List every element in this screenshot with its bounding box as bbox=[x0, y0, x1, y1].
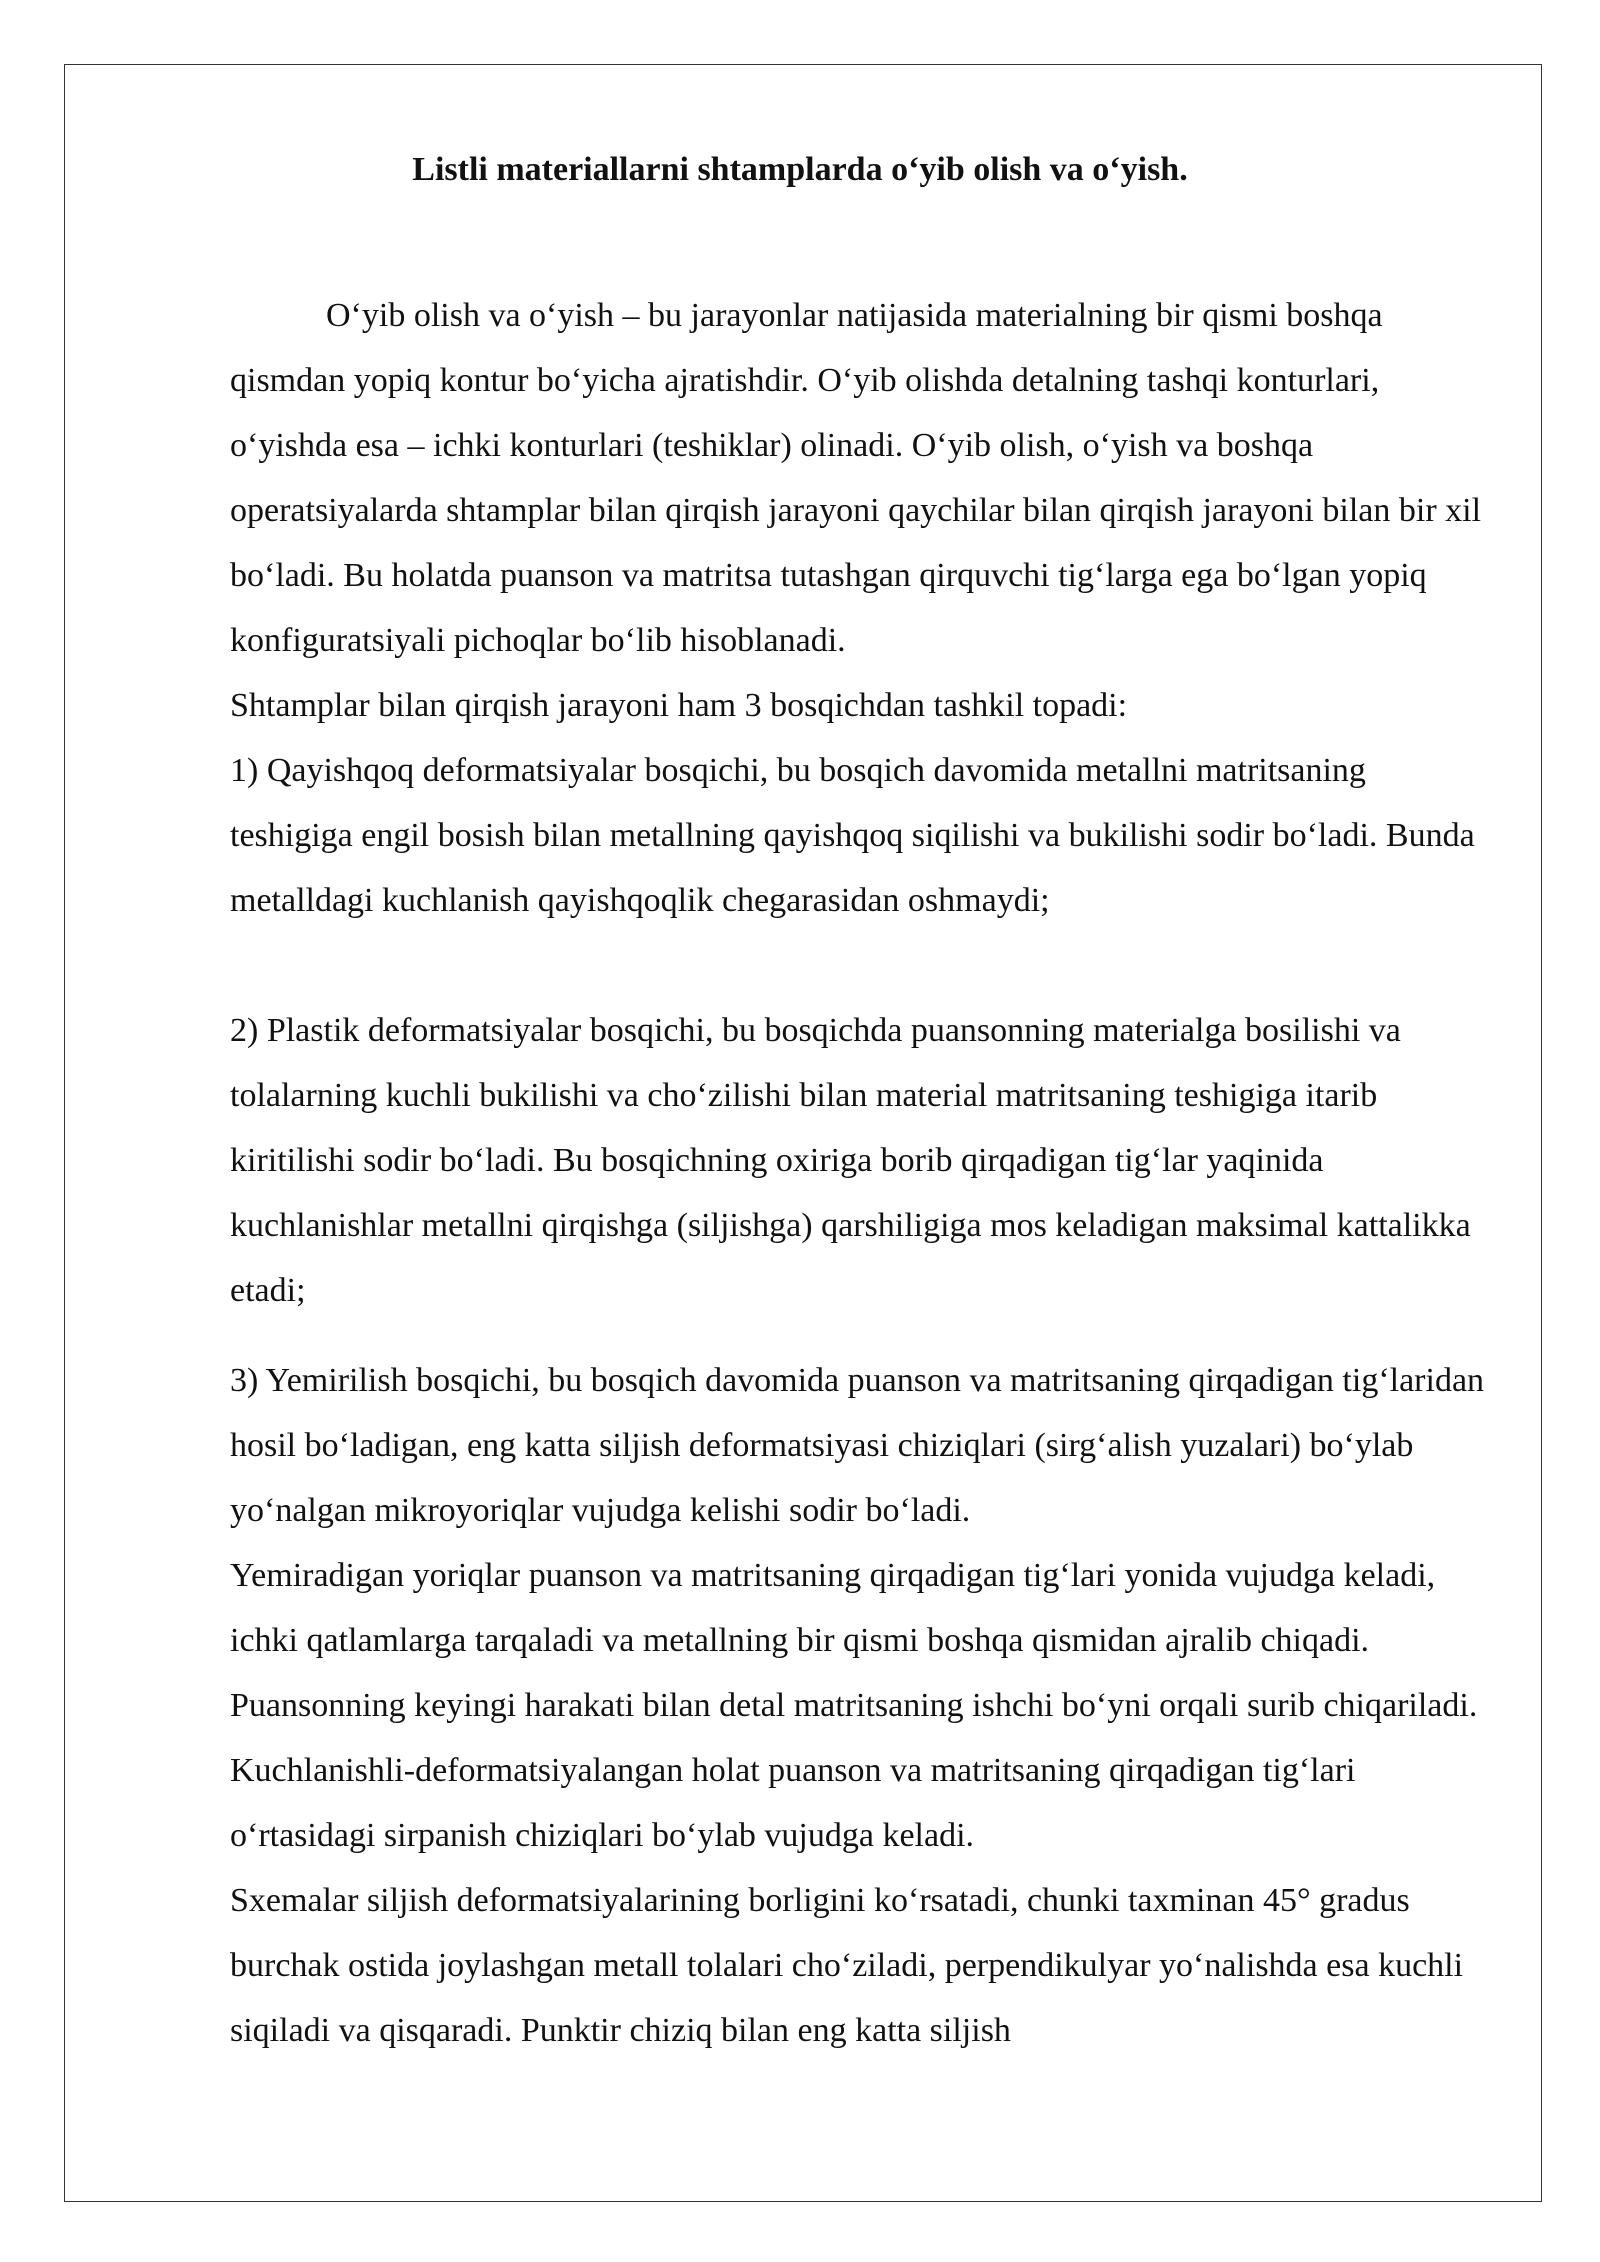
paragraph-stage-3: 3) Yemirilish bosqichi, bu bosqich davomida puanson va matritsaning qirqadigan tig‘laridan hosil bo‘ladigan, eng katta siljish deformatsiyasi chiziqlari (sirg‘alish yuzalari) bo‘ylab yo‘nalgan mikroyoriqlar vujudga kelishi sodir bo‘ladi. bbox=[230, 1362, 1485, 1529]
document-body bbox=[230, 283, 1496, 2063]
paragraph-stage-1: 1) Qayishqoq deformatsiyalar bosqichi, bu bosqich davomida metallni matritsaning teshigiga engil bosish bilan metallning qayishqoq siqilishi va bukilishi sodir bo‘ladi. Bunda metalldagi kuchlanish qayishqoqlik chegarasidan oshmaydi; bbox=[230, 752, 1475, 919]
paragraph-schemes: Sxemalar siljish deformatsiyalarining borligini ko‘rsatadi, chunki taxminan 45° gradus burchak ostida joylashgan metall tolalari cho‘ziladi, perpendikulyar yo‘nalishda esa kuchli siqiladi va qisqaradi. Punktir chiziq bilan eng katta siljish bbox=[230, 1882, 1464, 2049]
document-title: Listli materiallarni shtamplarda o‘yib olish va o‘yish. bbox=[412, 151, 1188, 188]
paragraph-stress-state: Kuchlanishli-deformatsiyalangan holat puanson va matritsaning qirqadigan tig‘lari o‘rtasidagi sirpanish chiziqlari bo‘ylab vujudga keladi. bbox=[230, 1752, 1356, 1854]
paragraph-stage-2: 2) Plastik deformatsiyalar bosqichi, bu bosqichda puansonning materialga bosilishi va tolalarning kuchli bukilishi va cho‘zilishi bilan material matritsaning teshigiga itarib kiritilishi sodir bo‘ladi. Bu bosqichning oxiriga borib qirqadigan tig‘lar yaqinida kuchlanishlar metallni qirqishga (siljishga) qarshiligiga mos keladigan maksimal kattalikka etadi; bbox=[230, 1012, 1471, 1309]
paragraph-stages-intro: Shtamplar bilan qirqish jarayoni ham 3 bosqichdan tashkil topadi: bbox=[230, 687, 1128, 724]
paragraph-intro: O‘yib olish va o‘yish – bu jarayonlar natijasida materialning bir qismi boshqa qismdan yopiq kontur bo‘yicha ajratishdir. O‘yib olishda detalning tashqi konturlari, o‘yishda esa – ichki konturlari (teshiklar) olinadi. O‘yib olish, o‘yish va boshqa operatsiyalarda shtamplar bilan qirqish jarayoni qaychilar bilan qirqish jarayoni bilan bir xil bo‘ladi. Bu holatda puanson va matritsa tutashgan qirquvchi tig‘larga ega bo‘lgan yopiq konfiguratsiyali pichoqlar bo‘lib hisoblanadi. bbox=[230, 297, 1482, 659]
paragraph-cracks: Yemiradigan yoriqlar puanson va matritsaning qirqadigan tig‘lari yonida vujudga keladi, ichki qatlamlarga tarqaladi va metallning bir qismi boshqa qismidan ajralib chiqadi. Puansonning keyingi harakati bilan detal matritsaning ishchi bo‘yni orqali surib chiqariladi. bbox=[230, 1557, 1478, 1724]
